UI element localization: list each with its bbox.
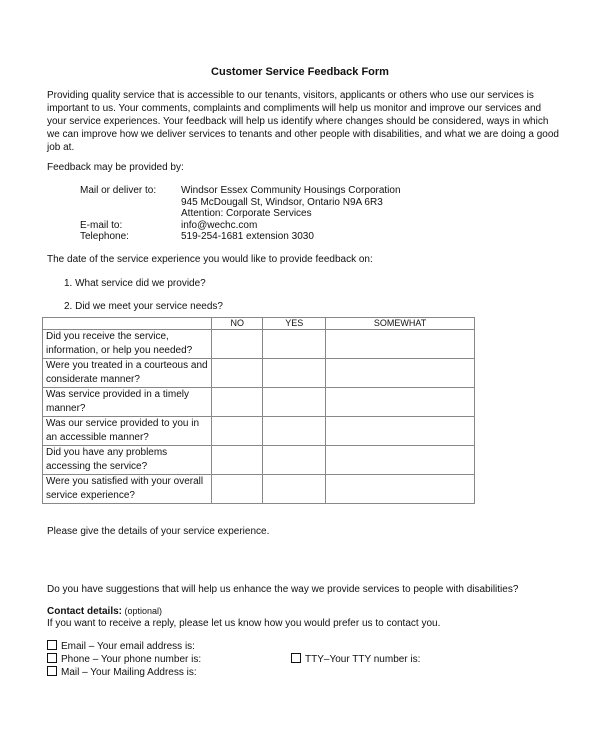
header-somewhat: SOMEWHAT: [326, 318, 475, 330]
feedback-by-label: Feedback may be provided by:: [47, 162, 184, 173]
no-cell[interactable]: [212, 417, 263, 446]
email-checkbox[interactable]: [47, 640, 57, 650]
somewhat-cell[interactable]: [326, 330, 475, 359]
yes-cell[interactable]: [263, 330, 326, 359]
mail-line-3: Attention: Corporate Services: [181, 208, 312, 219]
mail-option-label: Mail – Your Mailing Address is:: [61, 667, 197, 678]
contact-info: [80, 185, 562, 243]
row-question: Were you treated in a courteous and considerate manner?: [43, 359, 212, 388]
no-cell[interactable]: [212, 446, 263, 475]
contact-details-label: Contact details:: [47, 606, 123, 617]
contact-details-heading: [47, 605, 562, 618]
email-label: E-mail to:: [80, 219, 123, 231]
yes-cell[interactable]: [263, 359, 326, 388]
row-question: Was our service provided to you in an accessible manner?: [43, 417, 212, 446]
header-yes: YES: [263, 318, 326, 330]
table-row: [43, 475, 475, 504]
mail-checkbox[interactable]: [47, 666, 57, 676]
table-header-row: [43, 318, 475, 330]
row-question: Was service provided in a timely manner?: [43, 388, 212, 417]
row-question: Were you satisfied with your overall service experience?: [43, 475, 212, 504]
yes-cell[interactable]: [263, 417, 326, 446]
email-option-label: Email – Your email address is:: [61, 641, 195, 652]
question-2: 2. Did we meet your service needs?: [64, 301, 223, 312]
yes-cell[interactable]: [263, 475, 326, 504]
question-1: 1. What service did we provide?: [64, 278, 206, 289]
phone-label: Telephone:: [80, 231, 129, 242]
somewhat-cell[interactable]: [326, 417, 475, 446]
header-blank: [43, 318, 212, 330]
table-row: [43, 330, 475, 359]
no-cell[interactable]: [212, 388, 263, 417]
row-question: Did you receive the service, information, or help you needed?: [43, 330, 212, 359]
phone-option[interactable]: [47, 653, 291, 666]
tty-option-label: TTY–Your TTY number is:: [305, 654, 421, 665]
date-prompt: The date of the service experience you would like to provide feedback on:: [47, 254, 373, 265]
mail-label: Mail or deliver to:: [80, 185, 157, 196]
tty-option[interactable]: [291, 653, 562, 666]
no-cell[interactable]: [212, 475, 263, 504]
yes-cell[interactable]: [263, 388, 326, 417]
no-cell[interactable]: [212, 359, 263, 388]
table-row: [43, 388, 475, 417]
somewhat-cell[interactable]: [326, 359, 475, 388]
table-row: [43, 417, 475, 446]
details-prompt: Please give the details of your service experience.: [47, 526, 270, 537]
optional-note: (optional): [122, 606, 163, 616]
contact-options: [47, 640, 562, 679]
table-row: [43, 359, 475, 388]
email-value: info@wechc.com: [181, 219, 258, 231]
email-option[interactable]: [47, 640, 291, 653]
form-title: Customer Service Feedback Form: [211, 66, 389, 78]
header-no: NO: [212, 318, 263, 330]
mail-option[interactable]: [47, 666, 291, 679]
phone-option-label: Phone – Your phone number is:: [61, 654, 202, 665]
service-needs-table: [42, 317, 475, 504]
reply-prompt: If you want to receive a reply, please let us know how you would prefer us to contact you.: [47, 618, 441, 629]
suggestions-prompt: Do you have suggestions that will help us enhance the way we provide services to people with disabilities?: [47, 584, 519, 595]
yes-cell[interactable]: [263, 446, 326, 475]
no-cell[interactable]: [212, 330, 263, 359]
table-row: [43, 446, 475, 475]
intro-paragraph: Providing quality service that is accessible to our tenants, visitors, applicants or others who use our services is important to us. Your comments, complaints and compliments will help us monitor and improve our services and your service experiences. Your feedback will help us identify where changes should be considered, ways in which we can improve how we deliver services to tenants and other people with disabilities, and what we are doing a good job at.: [47, 90, 559, 153]
phone-value: 519-254-1681 extension 3030: [181, 231, 314, 242]
somewhat-cell[interactable]: [326, 388, 475, 417]
somewhat-cell[interactable]: [326, 475, 475, 504]
mail-line-2: 945 McDougall St, Windsor, Ontario N9A 6R3: [181, 196, 383, 208]
somewhat-cell[interactable]: [326, 446, 475, 475]
tty-checkbox[interactable]: [291, 653, 301, 663]
phone-checkbox[interactable]: [47, 653, 57, 663]
mail-line-1: Windsor Essex Community Housings Corporation: [181, 185, 401, 196]
row-question: Did you have any problems accessing the service?: [43, 446, 212, 475]
